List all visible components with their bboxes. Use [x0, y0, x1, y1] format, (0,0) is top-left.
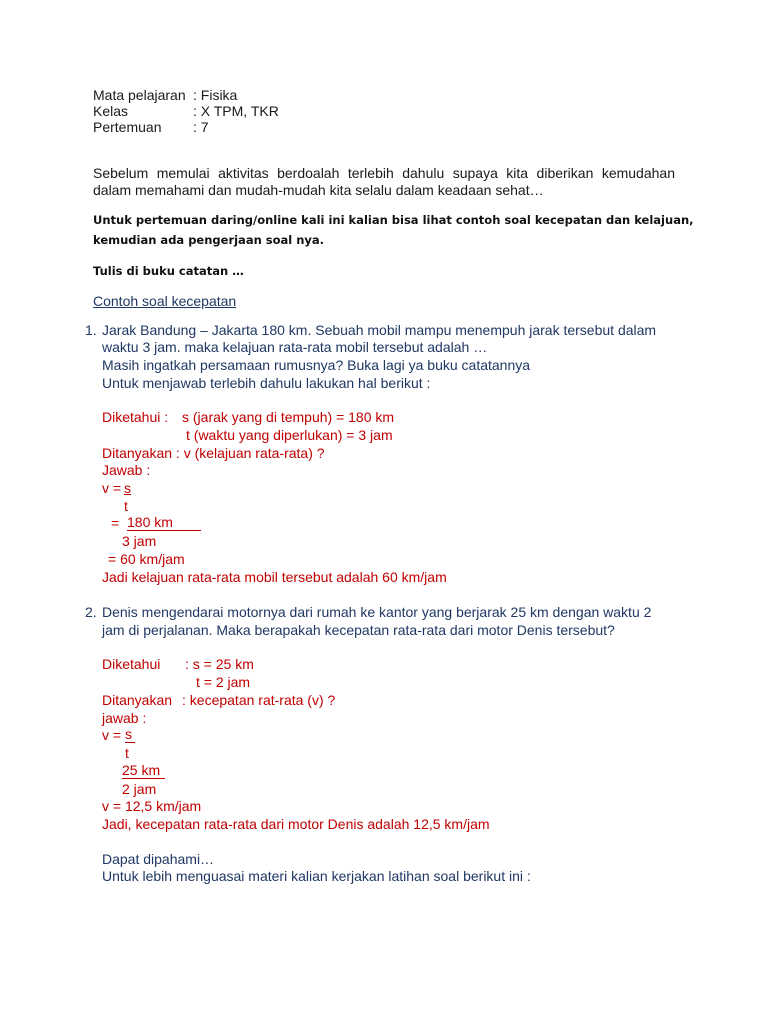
problem-2-known-time: t = 2 jam — [196, 674, 251, 690]
intro-line-1: Sebelum memulai aktivitas berdoalah terlebih dahulu supaya kita diberikan kemudahan — [93, 165, 675, 181]
problem-1-asked: Ditanyakan : v (kelajuan rata-rata) ? — [102, 445, 325, 461]
problem-1-formula-t: t — [124, 498, 128, 514]
class-value: : X TPM, TKR — [193, 103, 279, 119]
problem-2-number: 2. — [85, 604, 97, 620]
problem-1-number: 1. — [85, 322, 97, 338]
subject-label: Mata pelajaran — [93, 87, 186, 103]
problem-1-formula-s: s — [124, 480, 131, 496]
problem-1-formula-denominator: 3 jam — [122, 533, 157, 549]
section-title: Contoh soal kecepatan — [93, 293, 237, 309]
problem-2-formula-v: v = — [102, 727, 125, 743]
problem-2-conclusion: Jadi, kecepatan rata-rata dari motor Denis adalah 12,5 km/jam — [102, 816, 490, 832]
problem-2-question-line-1: Denis mengendarai motornya dari rumah ke kantor yang berjarak 25 km dengan waktu 2 — [102, 604, 652, 620]
meeting-value: : 7 — [193, 119, 209, 135]
class-label: Kelas — [93, 103, 129, 119]
problem-1-formula-v: v = — [102, 480, 125, 496]
problem-1-conclusion: Jadi kelajuan rata-rata mobil tersebut adalah 60 km/jam — [102, 569, 447, 585]
instructions-line-2: kemudian ada pengerjaan soal nya. — [93, 233, 325, 247]
subject-value: : Fisika — [193, 87, 238, 103]
problem-1-known-distance: s (jarak yang di tempuh) = 180 km — [182, 409, 395, 425]
closing-line-1: Dapat dipahami… — [102, 851, 215, 867]
problem-2-known-label: Diketahui — [102, 656, 161, 672]
intro-line-2: dalam memahami dan mudah-mudah kita selalu dalam keadaan sehat… — [93, 182, 544, 198]
instructions-line-3: Tulis di buku catatan … — [93, 264, 244, 278]
problem-1-known-label: Diketahui : — [102, 409, 169, 425]
problem-2-known-distance: : s = 25 km — [185, 656, 254, 672]
problem-1-instruction-line: Untuk menjawab terlebih dahulu lakukan hal berikut : — [102, 375, 431, 391]
instructions-line-1: Untuk pertemuan daring/online kali ini kalian bisa lihat contoh soal kecepatan dan kelajuan, — [93, 213, 694, 227]
problem-2-asked-value: : kecepatan rat-rata (v) ? — [182, 692, 336, 708]
problem-1-formula-numerator: 180 km — [127, 514, 201, 531]
problem-2-formula-numerator: 25 km — [122, 762, 165, 779]
problem-2-result: v = 12,5 km/jam — [102, 798, 202, 814]
problem-2-question-line-2: jam di perjalanan. Maka berapakah kecepatan rata-rata dari motor Denis tersebut? — [102, 622, 615, 638]
problem-2-formula-t: t — [125, 745, 129, 761]
problem-2-answer-label: jawab : — [102, 710, 147, 726]
problem-2-formula-denominator: 2 jam — [122, 781, 157, 797]
problem-1-known-time: t (waktu yang diperlukan) = 3 jam — [186, 427, 393, 443]
meeting-label: Pertemuan — [93, 119, 162, 135]
problem-2-formula-s: s — [125, 726, 135, 743]
closing-line-2: Untuk lebih menguasai materi kalian kerjakan latihan soal berikut ini : — [102, 868, 531, 884]
problem-1-result: = 60 km/jam — [108, 551, 185, 567]
problem-1-question-line-2: waktu 3 jam. maka kelajuan rata-rata mobil tersebut adalah … — [102, 339, 488, 355]
problem-1-formula-equals: = — [111, 515, 120, 531]
problem-1-question-line-1: Jarak Bandung – Jakarta 180 km. Sebuah mobil mampu menempuh jarak tersebut dalam — [102, 322, 657, 338]
problem-1-hint-line: Masih ingatkah persamaan rumusnya? Buka lagi ya buku catatannya — [102, 357, 531, 373]
problem-2-asked-label: Ditanyakan — [102, 692, 173, 708]
problem-1-answer-label: Jawab : — [102, 462, 151, 478]
